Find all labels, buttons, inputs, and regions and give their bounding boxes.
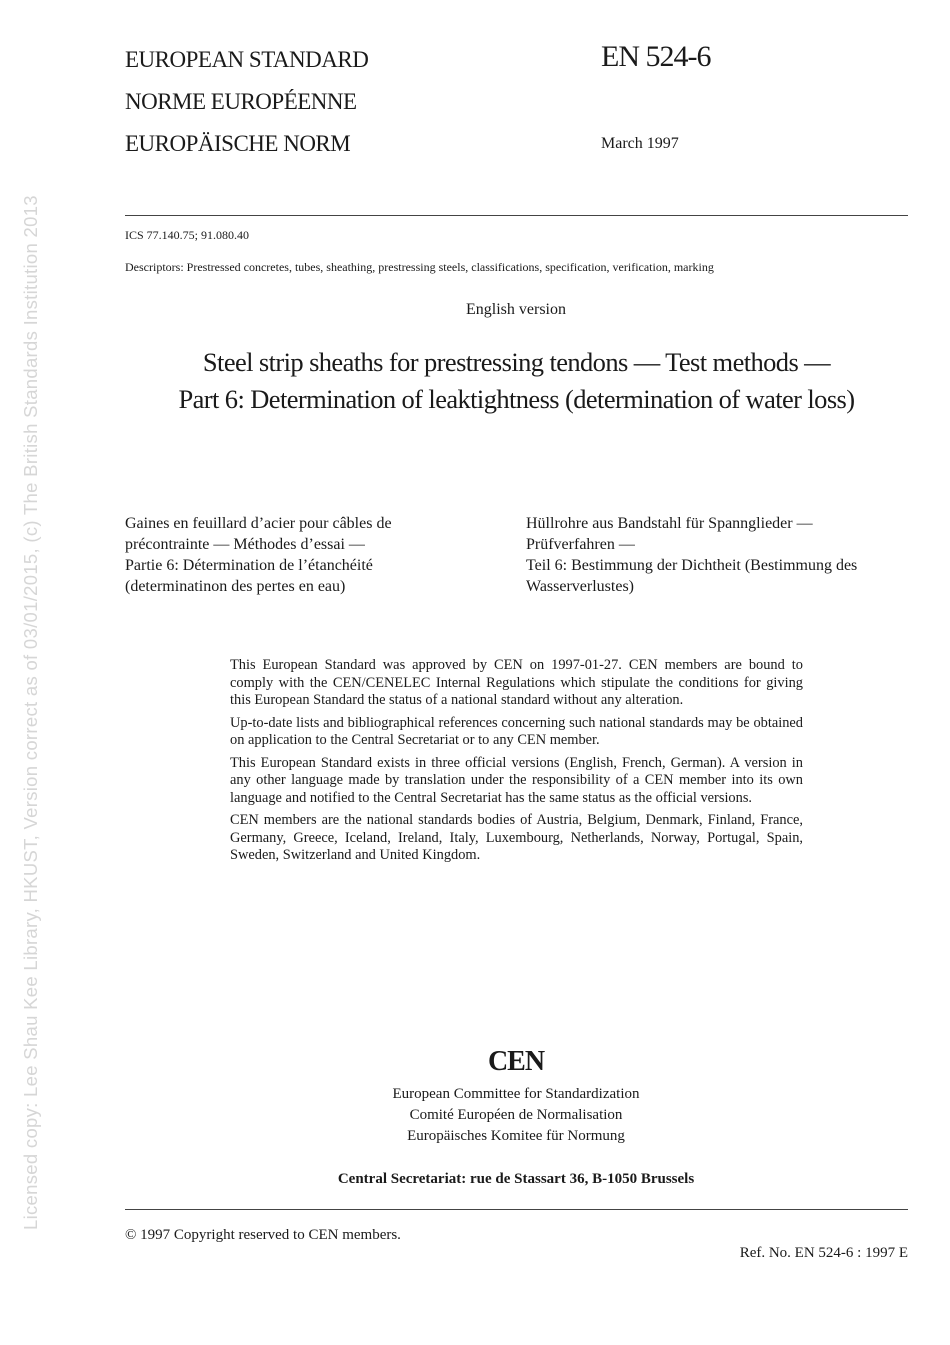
cen-logo: CEN xyxy=(487,1046,545,1077)
german-title-line: Prüfverfahren — xyxy=(526,536,635,553)
german-title-line: Wasserverlustes) xyxy=(526,578,635,595)
body-paragraph: This European Standard was approved by CEN on 1997-01-27. CEN members are bound to comply with the CEN/CENELEC Internal Regulations which stipulate the conditions for giving this European Standard the status of a national standard without any alteration. xyxy=(230,657,803,708)
copyright-notice: © 1997 Copyright reserved to CEN members. xyxy=(125,1227,401,1243)
standard-name-french: NORME EUROPÉENNE xyxy=(125,89,357,114)
header-divider xyxy=(125,215,908,216)
descriptors: Descriptors: Prestressed concretes, tubes, sheathing, prestressing steels, classifications, specification, verification, marking xyxy=(125,260,714,274)
license-watermark: Licensed copy: Lee Shau Kee Library, HKUST, Version correct as of 03/01/2015, (c) The British Standards Institution 2013 xyxy=(20,195,41,1230)
french-title-line: Partie 6: Détermination de l’étanchéité xyxy=(125,557,373,574)
french-title-line: Gaines en feuillard d’acier pour câbles de xyxy=(125,515,392,532)
german-title-line: Hüllrohre aus Bandstahl für Spannglieder — xyxy=(526,515,813,532)
publication-date: March 1997 xyxy=(601,135,679,152)
german-title xyxy=(526,513,916,597)
french-title-line: précontrainte — Méthodes d’essai — xyxy=(125,536,365,553)
title-line-1: Steel strip sheaths for prestressing tendons — Test methods — xyxy=(202,347,831,377)
reference-number: Ref. No. EN 524-6 : 1997 E xyxy=(739,1245,908,1261)
language-version: English version xyxy=(466,301,566,318)
standard-number: EN 524-6 xyxy=(601,40,711,73)
body-paragraph: Up-to-date lists and bibliographical references concerning such national standards may be obtained on application to the Central Secretariat or to any CEN member. xyxy=(230,714,803,748)
central-secretariat-address: Central Secretariat: rue de Stassart 36, B-1050 Brussels xyxy=(337,1171,695,1187)
approval-statement xyxy=(230,657,803,870)
body-paragraph: This European Standard exists in three official versions (English, French, German). A version in any other language made by translation under the responsibility of a CEN member into its own language and notified to the Central Secretariat has the same status as the official versions. xyxy=(230,754,803,806)
footer-divider xyxy=(125,1209,908,1210)
cen-committee-names xyxy=(0,1084,950,1147)
cen-name-french: Comité Européen de Normalisation xyxy=(409,1107,623,1123)
german-title-line: Teil 6: Bestimmung der Dichtheit (Bestimmung des xyxy=(526,557,858,574)
cen-name-english: European Committee for Standardization xyxy=(392,1086,640,1102)
ics-codes: ICS 77.140.75; 91.080.40 xyxy=(125,228,250,242)
standard-name-english: EUROPEAN STANDARD xyxy=(125,47,369,72)
document-title xyxy=(95,344,938,418)
cen-name-german: Europäisches Komitee für Normung xyxy=(407,1128,625,1144)
title-line-2: Part 6: Determination of leaktightness (determination of water loss) xyxy=(178,384,855,414)
body-paragraph: CEN members are the national standards bodies of Austria, Belgium, Denmark, Finland, France, Germany, Greece, Iceland, Ireland, Italy, Luxembourg, Netherlands, Norway, Portugal, Spain, Sweden, Switzerland and United Kingdom. xyxy=(230,812,803,863)
french-title xyxy=(125,513,485,597)
standard-name-german: EUROPÄISCHE NORM xyxy=(125,131,351,156)
french-title-line: (determinatinon des pertes en eau) xyxy=(125,578,346,595)
